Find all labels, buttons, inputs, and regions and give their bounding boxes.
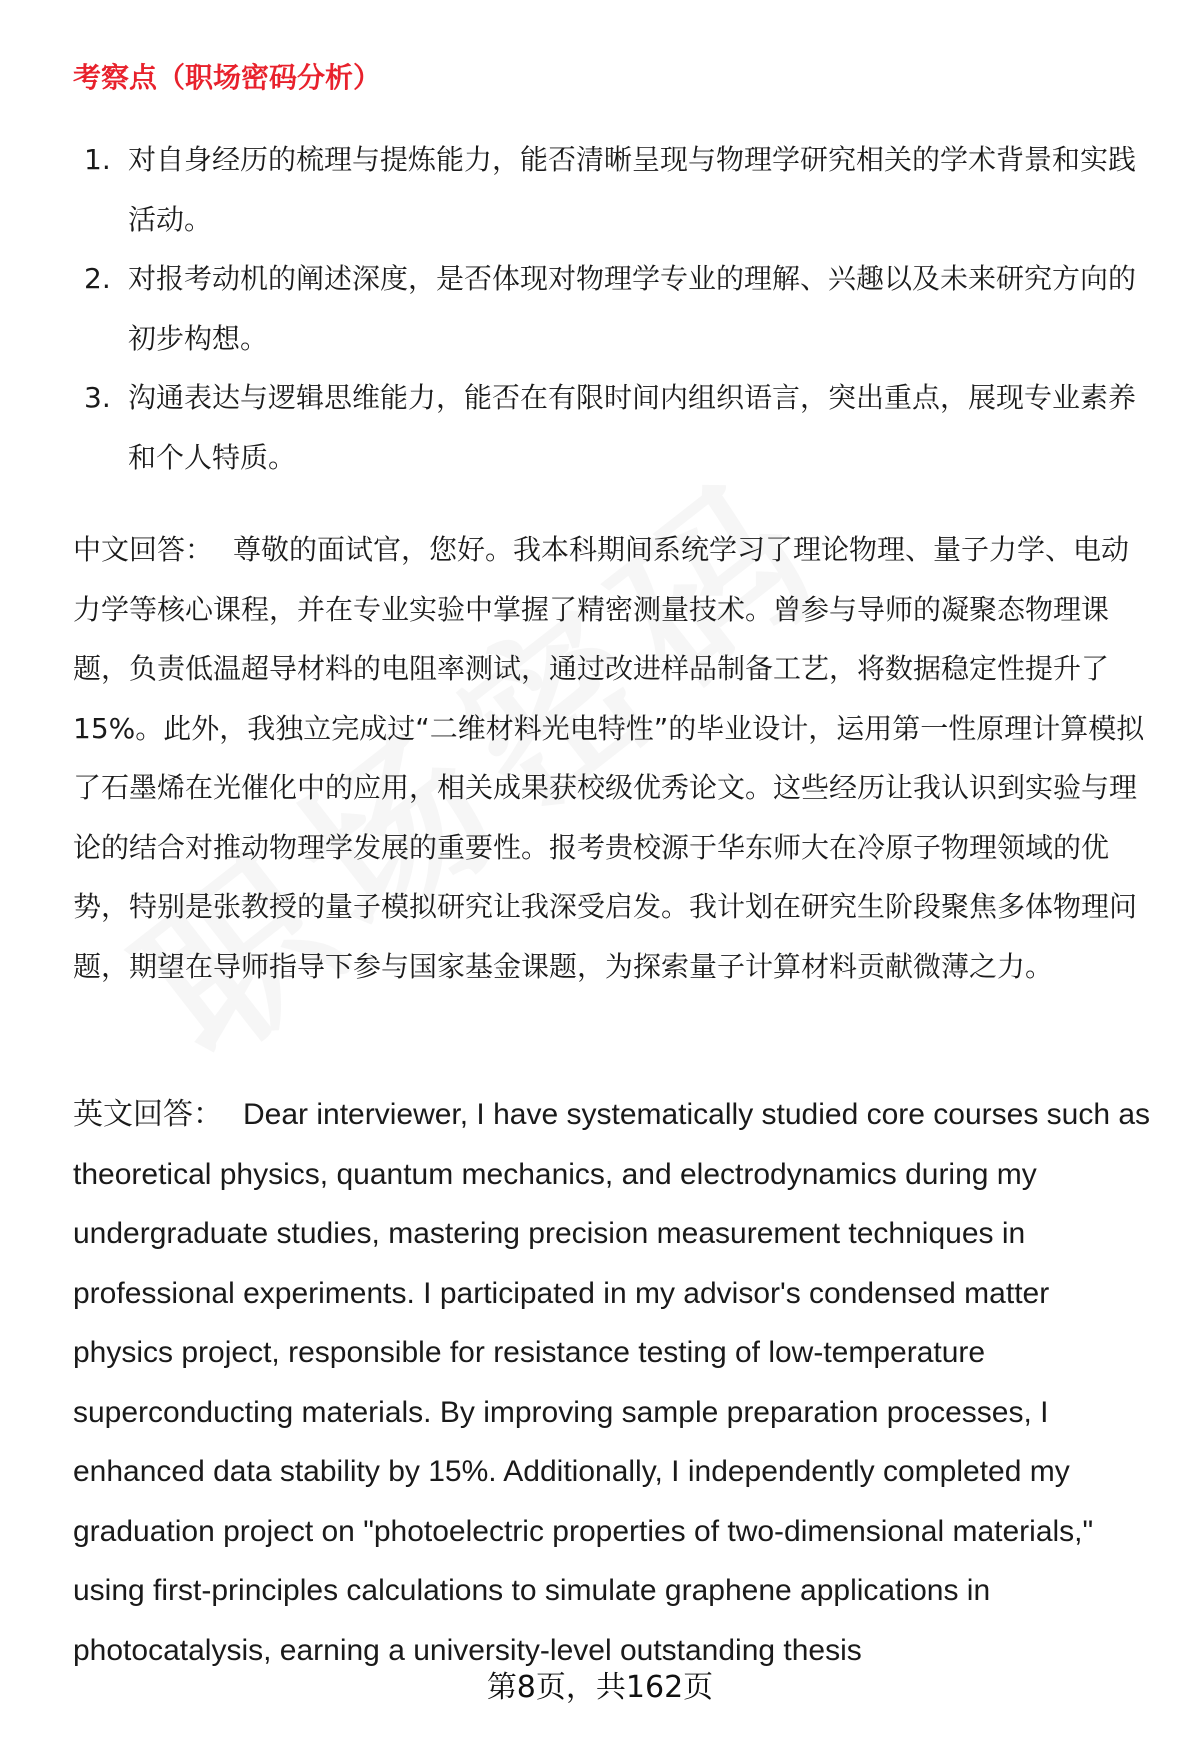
list-item-text: 对报考动机的阐述深度，是否体现对物理学专业的理解、兴趣以及未来研究方向的初步构想。 xyxy=(128,262,1137,355)
english-answer-paragraph xyxy=(73,1085,1153,1680)
list-item xyxy=(0,249,1200,368)
english-answer-label: 英文回答： xyxy=(73,1097,223,1132)
list-item xyxy=(0,368,1200,487)
list-item-number: 2. xyxy=(84,262,111,295)
list-item-text: 对自身经历的梳理与提炼能力，能否清晰呈现与物理学研究相关的学术背景和实践活动。 xyxy=(128,143,1137,236)
section-heading: 考察点（职场密码分析） xyxy=(73,61,382,94)
page-number-footer: 第8页，共162页 xyxy=(486,1670,714,1705)
list-item-text: 沟通表达与逻辑思维能力，能否在有限时间内组织语言，突出重点，展现专业素养和个人特质。 xyxy=(128,381,1137,474)
chinese-answer-label: 中文回答： xyxy=(73,533,214,566)
list-item xyxy=(0,130,1200,249)
assessment-points-list xyxy=(0,130,1200,487)
list-item-number: 3. xyxy=(84,381,111,414)
list-item-number: 1. xyxy=(84,143,111,176)
english-answer-text: Dear interviewer, I have systematically studied core courses such as theoretical physics, quantum mechanics, and electrodynamics during my undergraduate studies, mastering precision measurement techniques in professional experiments. I participated in my advisor's condensed matter physics project, responsible for resistance testing of low-temperature superconducting materials. By improving sample preparation processes, I enhanced data stability by 15%. Additionally, I independently completed my graduation project on "photoelectric properties of two-dimensional materials," using first-principles calculations to simulate graphene applications in photocatalysis, earning a university-level outstanding thesis xyxy=(73,1098,1151,1667)
chinese-answer-text: 尊敬的面试官，您好。我本科期间系统学习了理论物理、量子力学、电动力学等核心课程，并在专业实验中掌握了精密测量技术。曾参与导师的凝聚态物理课题，负责低温超导材料的电阻率测试，通过改进样品制备工艺，将数据稳定性提升了15%。此外，我独立完成过“二维材料光电特性”的毕业设计，运用第一性原理计算模拟了石墨烯在光催化中的应用，相关成果获校级优秀论文。这些经历让我认识到实验与理论的结合对推动物理学发展的重要性。报考贵校源于华东师大在冷原子物理领域的优势，特别是张教授的量子模拟研究让我深受启发。我计划在研究生阶段聚焦多体物理问题，期望在导师指导下参与国家基金课题，为探索量子计算材料贡献微薄之力。 xyxy=(73,533,1145,983)
chinese-answer-paragraph xyxy=(73,520,1153,996)
